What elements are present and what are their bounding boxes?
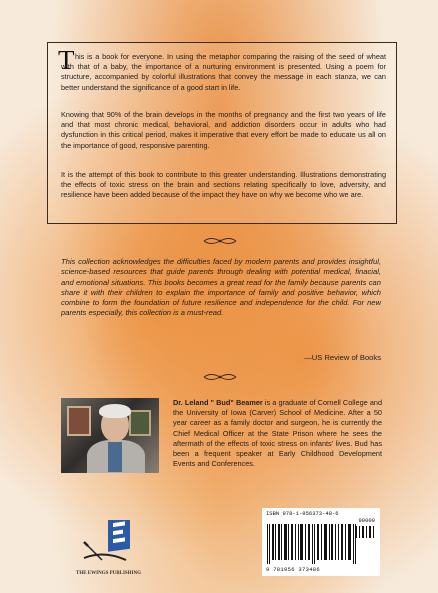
author-bio-text: is a graduate of Cornell College and the University of Iowa (Carver) School of Medicine. After a 50 year career as a family doctor and surgeon, he is currently the Chief Medical Officer at the State Prison where he sees the aftermath of the effects of toxic stress on infants' lives. Bud has been a frequent speaker at Early Childhood Development Events and Conferences. (173, 398, 383, 469)
publisher-name: THE EWINGS PUBLISHING (76, 571, 142, 576)
review-source: —US Review of Books (304, 353, 381, 362)
author-photo (61, 398, 159, 473)
barcode-number: 9 781956 373486 (266, 566, 321, 573)
barcode-addon-bars (352, 524, 376, 538)
author-name: Dr. Leland " Bud" Beamer (173, 398, 263, 407)
author-bio (173, 398, 382, 469)
isbn-text: ISBN 978-1-956373-48-6 (266, 510, 339, 517)
review-quote: This collection acknowledges the difficulties faced by modern parents and provides insightful, science-based resources that guide parents through dealing with potential medical, finacial, and emotional situations. This books becomes a great read for the family because parents can share it with their children to explain the importance of family and positive behavior, which combine to form the foundation of future resilience and independence for the child. For new parents especially, this collection is a must-read. (61, 257, 381, 318)
intro-paragraph-3: It is the attempt of this book to contribute to this greater understanding. Illustrations demonstrating the effects of toxic stress on the brain and sections relating specifically to love, adversity, and resilience have been added because of the impact they have on why we become who we are. (61, 170, 386, 200)
ornament-divider-icon (202, 372, 238, 382)
intro-dropcap: T (58, 45, 75, 75)
intro-paragraph-2: Knowing that 90% of the brain develops in the months of pregnancy and the first two years of life and that most chronic medical, behavioral, and addiction disorders occur in adults who had dysfunction in this critical period, makes it imperative that every effort be made to educate us all on the importance of good, responsive parenting. (61, 110, 386, 150)
ornament-divider-icon (202, 236, 238, 246)
isbn-barcode (262, 508, 380, 576)
publisher-logo-icon (78, 520, 148, 572)
price-code: 90000 (358, 517, 375, 524)
intro-paragraph-1: his is a book for everyone. In using the metaphor comparing the raising of the seed of wheat with that of a baby, the importance of a nurturing environment is presented. Using a poem for structure, accompanied by colorful illustrations that convey the message in each stanza, we can better understand the significance of a good start in life. (61, 52, 386, 92)
